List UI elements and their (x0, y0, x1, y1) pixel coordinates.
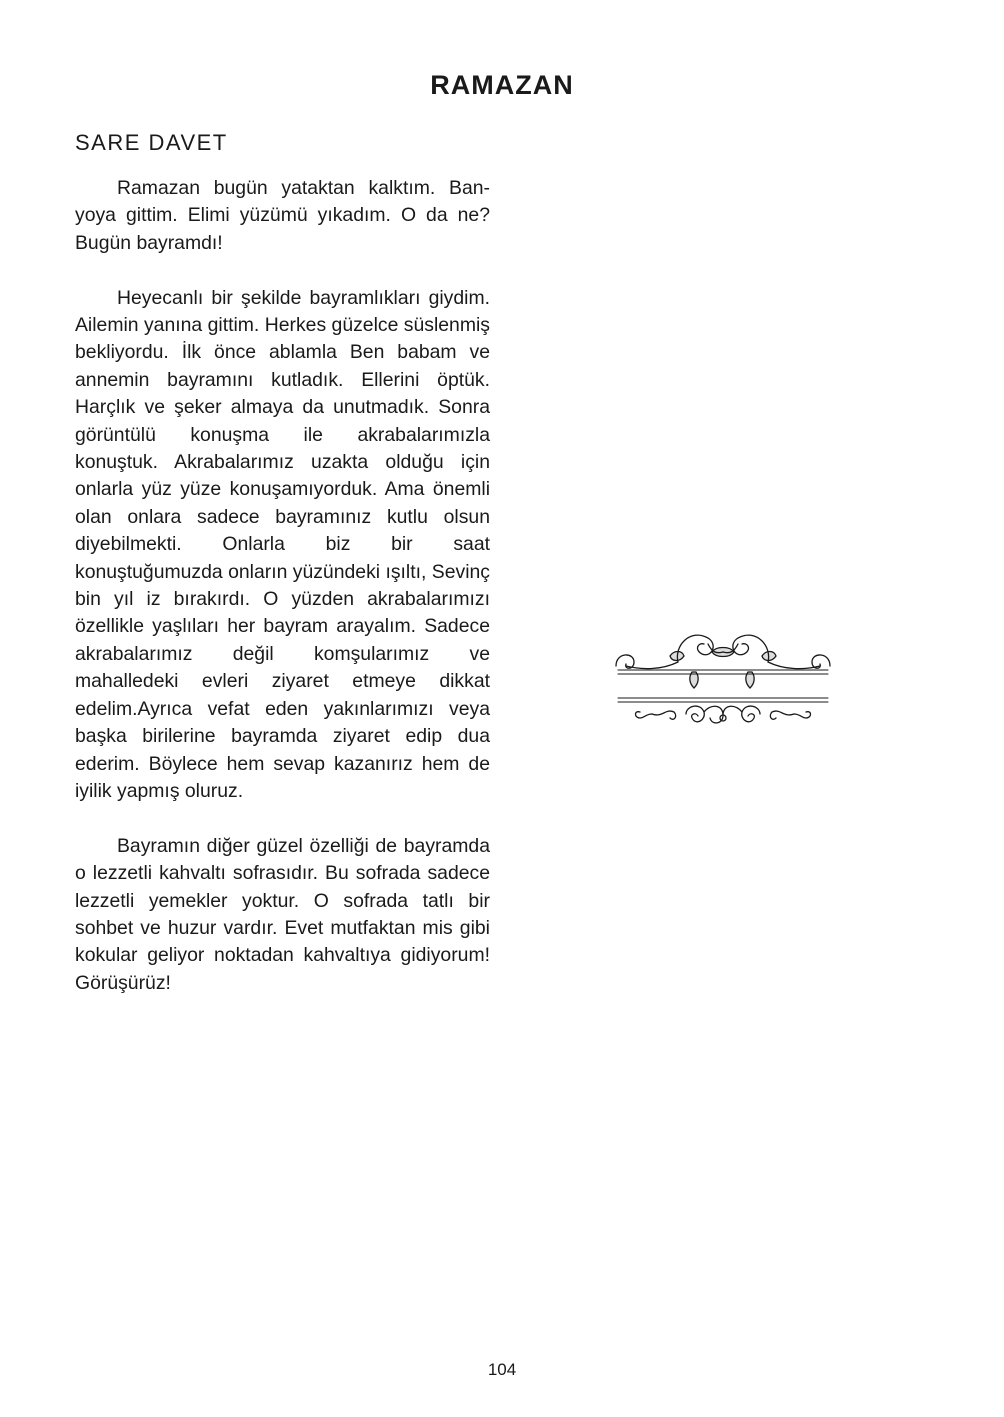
story-paragraph-3: Bayramın diğer güzel özelliği de bayramda o lezzetli kahvaltı sofrasıdır. Bu sofrada sadece lezzetli yemekler yoktur. O sofrada tatlı bir sohbet ve huzur vardır. Evet mutfaktan mis gibi kokular geliyor noktadan kahvaltıya gidiyorum! Görüşürüz! (75, 834, 490, 994)
page-number: 104 (487, 1360, 517, 1379)
author-name: SARE DAVET (75, 130, 228, 155)
story-paragraph-1: Ramazan bugün yataktan kalktım. Banyoya gittim. Elimi yüzümü yıkadım. O da ne? Bugün bayramdı! (75, 177, 490, 254)
page-title: RAMAZAN (430, 70, 574, 100)
decorative-ornament-icon (612, 622, 834, 734)
story-paragraph-2: Heyecanlı bir şekilde bayramlıkları giydim. Ailemin yanına gittim. Herkes güzelce süslenmiş bekliyordu. İlk önce ablamla Ben babam ve annemin bayramını kutladık. Ellerini öptük. Harçlık ve şeker almaya da unutmadık. Sonra görüntülü konuşma ile akrabalarımızla konuştuk. Akrabalarımız uzakta olduğu için onlarla yüz yüze konuşamıyorduk. Ama önemli olan onlara sadece bayramınız kutlu olsun diyebilmekti. Onlarla biz bir saat konuştuğumuzda onların yüzündeki ışıltı, Sevinç bin yıl iz bırakırdı. O yüzden akrabalarımızı özellikle yaşlıları her bayram arayalım. Sadece akrabalarımız değil komşularımız ve mahalledeki evleri ziyaret etmeye dikkat edelim.Ayrıca vefat eden yakınlarımızı veya başka birilerine bayramda ziyaret edip dua ederim. Böylece hem sevap kazanırız hem de iyilik yapmış oluruz. (75, 286, 490, 802)
story-body (75, 175, 490, 1025)
